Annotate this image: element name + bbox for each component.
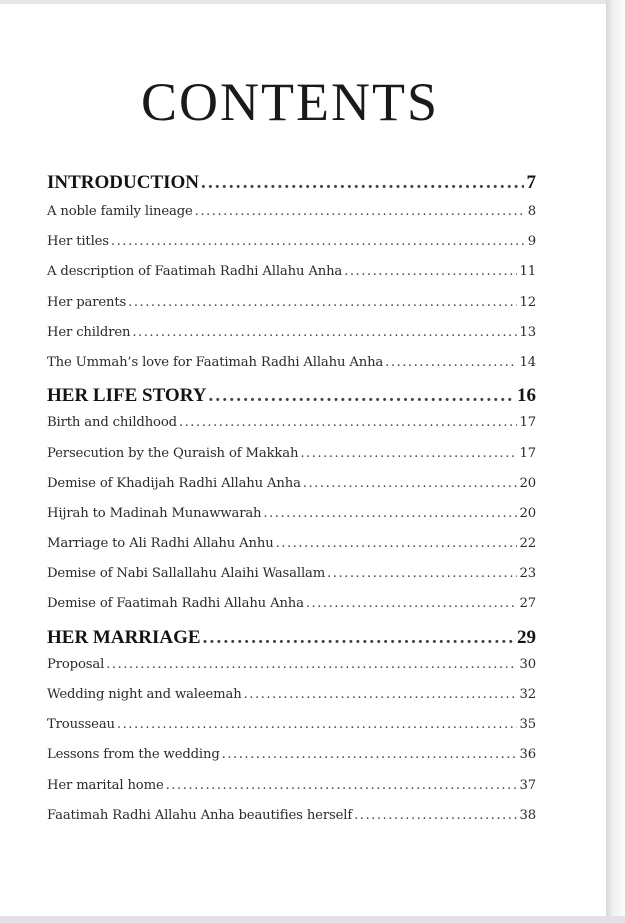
toc-entry-page: 14 [519, 354, 536, 370]
toc-entry-page: 12 [519, 294, 536, 310]
toc-entry-label: Demise of Faatimah Radhi Allahu Anha [47, 596, 304, 612]
toc-entry-label: Proposal [47, 656, 105, 672]
toc-entry-label: Demise of Khadijah Radhi Allahu Anha [47, 475, 301, 491]
toc-entry-label: Faatimah Radhi Allahu Anha beautifies herself [47, 807, 353, 823]
toc-entry-label: Her marital home [47, 777, 164, 793]
dot-leader [208, 385, 514, 407]
dot-leader [203, 627, 514, 649]
toc-entry-page: 8 [527, 204, 536, 219]
toc-heading-introduction[interactable] [47, 172, 536, 204]
toc-entry-page: 9 [527, 234, 536, 250]
toc-heading-label: HER LIFE STORY [47, 385, 207, 407]
toc-entry[interactable] [47, 446, 536, 476]
toc-entry-page: 13 [519, 324, 536, 340]
toc-heading-page: 29 [517, 626, 536, 648]
toc-entry-page: 32 [519, 687, 536, 702]
toc-entry[interactable] [47, 355, 536, 385]
toc-entry[interactable] [47, 536, 536, 566]
toc-entry-page: 37 [519, 777, 536, 793]
toc-entry-page: 20 [519, 505, 536, 521]
dot-leader [354, 808, 516, 823]
toc-entry[interactable] [47, 325, 536, 355]
toc-entry[interactable] [47, 566, 536, 596]
toc-entry[interactable] [47, 506, 536, 536]
toc-entry-label: A description of Faatimah Radhi Allahu Anha [47, 264, 343, 280]
dot-leader [244, 687, 517, 702]
scan-bottom-edge [0, 916, 625, 923]
toc-entry[interactable] [47, 808, 536, 838]
toc-entry-page: 22 [519, 536, 536, 552]
dot-leader [327, 566, 516, 581]
dot-leader [263, 506, 516, 521]
toc-entry[interactable] [47, 717, 536, 747]
toc-entry-page: 23 [519, 566, 536, 582]
dot-leader [106, 657, 516, 672]
toc-entry-label: The Ummah’s love for Faatimah Radhi Allahu Anha [47, 354, 384, 370]
toc-entry[interactable] [47, 476, 536, 506]
dot-leader [201, 172, 523, 194]
dot-leader [306, 596, 517, 611]
book-page [0, 4, 606, 916]
toc-heading-her-life-story[interactable] [47, 385, 536, 415]
toc-entry-label: Hijrah to Madinah Munawwarah [47, 505, 262, 521]
toc-entry[interactable] [47, 264, 536, 294]
dot-leader [128, 295, 516, 310]
toc-entry[interactable] [47, 687, 536, 717]
toc-entry-page: 27 [519, 596, 536, 612]
dot-leader [179, 415, 517, 430]
toc-entry-label: Persecution by the Quraish of Makkah [47, 445, 299, 461]
dot-leader [303, 476, 517, 491]
toc-entry-page: 11 [519, 264, 536, 280]
toc-entry-page: 17 [519, 415, 536, 431]
dot-leader [111, 234, 525, 249]
toc-entry-label: Her titles [47, 234, 109, 250]
dot-leader [300, 446, 516, 461]
toc-entry[interactable] [47, 234, 536, 264]
toc-entry-label: A noble family lineage [47, 204, 193, 219]
toc-entry[interactable] [47, 204, 536, 234]
toc-entry[interactable] [47, 747, 536, 777]
dot-leader [166, 778, 517, 793]
dot-leader [117, 717, 517, 732]
toc-entry-page: 17 [519, 445, 536, 461]
toc-heading-page: 7 [526, 172, 536, 193]
toc-entry-page: 38 [519, 807, 536, 823]
table-of-contents [47, 172, 536, 838]
toc-heading-label: HER MARRIAGE [47, 626, 201, 648]
toc-heading-her-marriage[interactable] [47, 627, 536, 657]
toc-entry[interactable] [47, 657, 536, 687]
toc-entry[interactable] [47, 295, 536, 325]
dot-leader [385, 355, 516, 370]
toc-entry[interactable] [47, 415, 536, 445]
dot-leader [344, 264, 516, 279]
toc-heading-page: 16 [517, 385, 536, 407]
toc-entry-label: Demise of Nabi Sallallahu Alaihi Wasallam [47, 566, 326, 582]
dot-leader [195, 204, 525, 219]
toc-entry-page: 20 [519, 475, 536, 491]
toc-entry[interactable] [47, 596, 536, 626]
dot-leader [132, 325, 516, 340]
page-edge-shadow [606, 0, 625, 923]
toc-entry-label: Her parents [47, 294, 127, 310]
toc-entry-label: Trousseau [47, 717, 115, 733]
toc-entry-page: 36 [519, 747, 536, 763]
toc-entry-label: Her children [47, 324, 131, 340]
toc-entry-page: 35 [519, 717, 536, 733]
dot-leader [222, 747, 517, 762]
toc-entry-label: Marriage to Ali Radhi Allahu Anhu [47, 536, 274, 552]
toc-entry[interactable] [47, 778, 536, 808]
page-title: CONTENTS [141, 72, 439, 132]
toc-entry-page: 30 [519, 656, 536, 672]
toc-entry-label: Wedding night and waleemah [47, 687, 242, 702]
toc-heading-label: INTRODUCTION [47, 172, 200, 193]
toc-entry-label: Lessons from the wedding [47, 747, 220, 763]
dot-leader [276, 536, 517, 551]
toc-entry-label: Birth and childhood [47, 415, 177, 431]
